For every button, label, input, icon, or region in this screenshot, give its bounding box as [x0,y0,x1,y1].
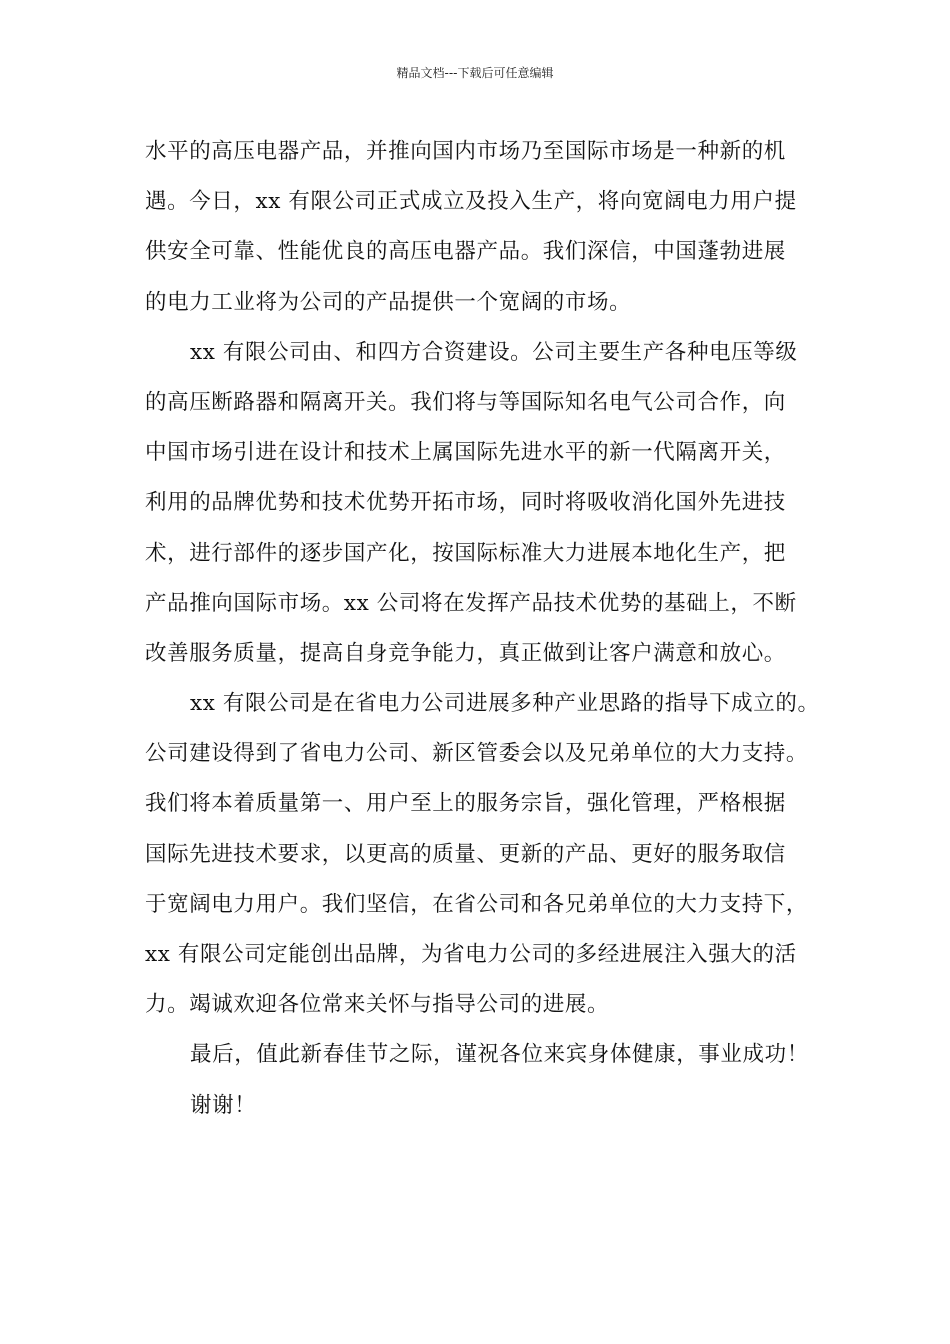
text-line: 最后，值此新春佳节之际，谨祝各位来宾身体健康，事业成功！ [190,1042,809,1068]
text-line: xx 有限公司由、和四方合资建设。公司主要生产各种电压等级 [190,339,798,365]
text-line: 中国市场引进在设计和技术上属国际先进水平的新一代隔离开关， [145,440,786,466]
text-line: 产品推向国际市场。xx 公司将在发挥产品技术优势的基础上，不断 [145,590,797,616]
text-line: 术，进行部件的逐步国产化，按国际标准大力进展本地化生产，把 [145,540,786,566]
text-line: xx 有限公司是在省电力公司进展多种产业思路的指导下成立的。 [190,691,820,717]
text-line: 于宽阔电力用户。我们坚信，在省公司和各兄弟单位的大力支持下， [145,891,809,917]
text-line: 的高压断路器和隔离开关。我们将与等国际知名电气公司合作，向 [145,389,786,415]
document-body [145,131,835,1135]
text-line: 公司建设得到了省电力公司、新区管委会以及兄弟单位的大力支持。 [145,741,809,767]
text-line: 的电力工业将为公司的产品提供一个宽阔的市场。 [145,289,632,315]
text-line: 谢谢！ [190,1092,257,1118]
text-line: xx 有限公司定能创出品牌，为省电力公司的多经进展注入强大的活 [145,942,797,967]
text-line: 力。竭诚欢迎各位常来关怀与指导公司的进展。 [145,992,610,1018]
text-line: 遇。今日，xx 有限公司正式成立及投入生产，将向宽阔电力用户提 [145,189,797,215]
text-line: 供安全可靠、性能优良的高压电器产品。我们深信，中国蓬勃进展 [145,239,786,265]
text-line: 利用的品牌优势和技术优势开拓市场，同时将吸收消化国外先进技 [145,490,786,516]
text-line: 改善服务质量，提高自身竞争能力，真正做到让客户满意和放心。 [145,640,786,666]
text-line: 我们将本着质量第一、用户至上的服务宗旨，强化管理，严格根据 [145,791,786,817]
text-line: 国际先进技术要求，以更高的质量、更新的产品、更好的服务取信 [145,841,786,867]
page-header: 精品文档---下载后可任意编辑 [396,66,554,80]
text-line: 水平的高压电器产品，并推向国内市场乃至国际市场是一种新的机 [145,139,786,164]
